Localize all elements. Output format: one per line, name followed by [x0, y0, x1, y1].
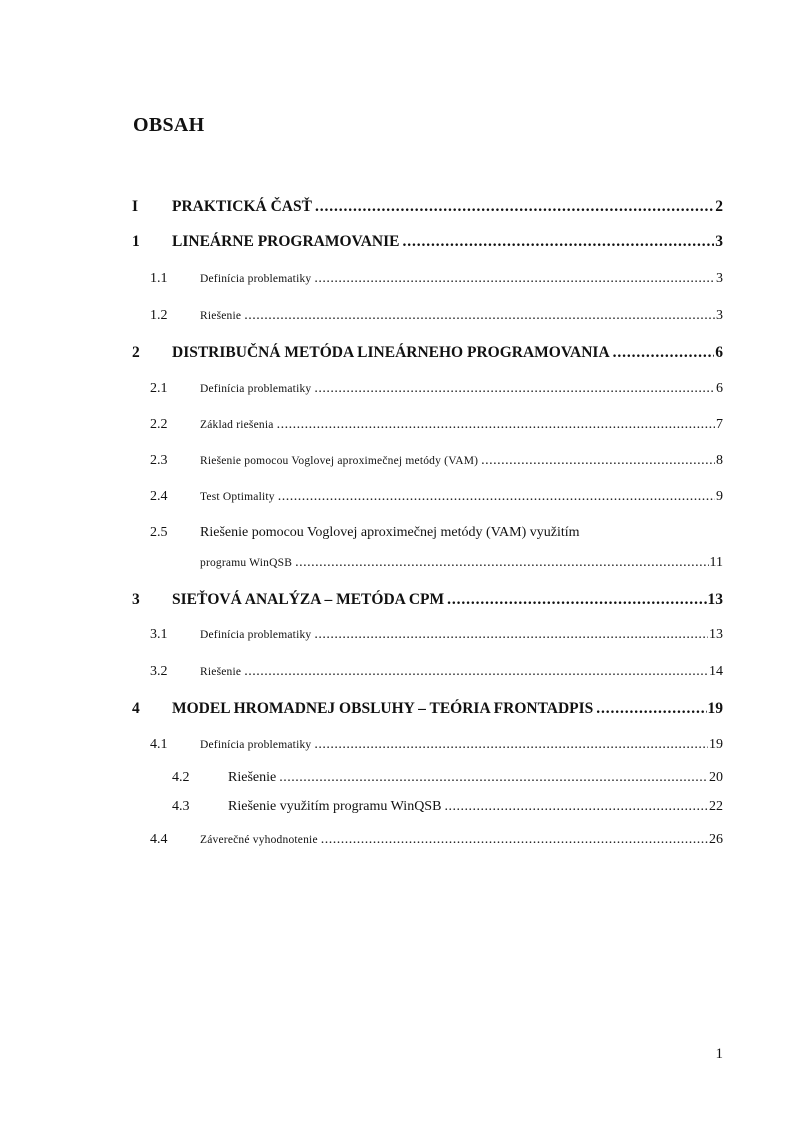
toc-leader-dots — [314, 737, 708, 753]
toc-page: 22 — [709, 799, 723, 814]
toc-number: 2.1 — [150, 381, 168, 396]
toc-entry[interactable] — [0, 525, 800, 547]
toc-page: 8 — [716, 453, 723, 468]
toc-page: 14 — [709, 664, 723, 679]
toc-leader-dots — [244, 308, 715, 324]
toc-number: 4.3 — [172, 799, 190, 814]
toc-number: 3.2 — [150, 664, 168, 679]
toc-label: Riešenie — [200, 310, 242, 322]
toc-page: 19 — [707, 700, 723, 717]
toc-label: MODEL HROMADNEJ OBSLUHY – TEÓRIA FRONTADPIS — [172, 700, 594, 717]
toc-number: 1.2 — [150, 308, 168, 323]
toc-leader-dots — [613, 344, 715, 362]
page-title: OBSAH — [133, 114, 205, 136]
toc-entry[interactable] — [0, 453, 800, 475]
toc-number: I — [132, 198, 139, 215]
toc-label: LINEÁRNE PROGRAMOVANIE — [172, 233, 400, 250]
toc-number: 3.1 — [150, 627, 168, 642]
toc-label: Definícia problematiky — [200, 383, 312, 395]
toc-label: Riešenie využitím programu WinQSB — [228, 799, 442, 814]
toc-leader-dots — [314, 627, 708, 643]
toc-label: Riešenie — [200, 666, 242, 678]
toc-entry[interactable] — [0, 198, 800, 220]
toc-page: 13 — [707, 591, 723, 608]
toc-entry[interactable] — [0, 233, 800, 255]
toc-label: Riešenie pomocou Voglovej aproximečnej metódy (VAM) využitím — [200, 525, 580, 540]
toc-label: PRAKTICKÁ ČASŤ — [172, 198, 312, 215]
toc-page: 9 — [716, 489, 723, 504]
toc-label: Definícia problematiky — [200, 273, 312, 285]
toc-number: 2.5 — [150, 525, 168, 540]
toc-leader-dots — [315, 198, 714, 216]
toc-page: 11 — [709, 555, 723, 570]
toc-label: DISTRIBUČNÁ METÓDA LINEÁRNEHO PROGRAMOVANIA — [172, 344, 610, 361]
toc-page: 3 — [715, 233, 723, 250]
toc-entry[interactable] — [0, 591, 800, 613]
page-number: 1 — [715, 1046, 723, 1062]
toc-leader-dots — [295, 555, 708, 571]
toc-entry[interactable] — [0, 832, 800, 854]
toc-leader-dots — [447, 591, 706, 609]
toc-label: Riešenie pomocou Voglovej aproximečnej metódy (VAM) — [200, 455, 479, 467]
toc-entry[interactable] — [0, 344, 800, 366]
toc-entry[interactable] — [0, 770, 800, 792]
toc-entry[interactable] — [0, 627, 800, 649]
toc-page: 13 — [709, 627, 723, 642]
toc-number: 2.4 — [150, 489, 168, 504]
toc-label: Základ riešenia — [200, 419, 274, 431]
toc-label-continued: programu WinQSB — [200, 557, 293, 569]
toc-entry[interactable] — [0, 308, 800, 330]
toc-leader-dots — [314, 271, 715, 287]
toc-entry[interactable] — [0, 737, 800, 759]
toc-leader-dots — [596, 700, 706, 718]
toc-number: 4.1 — [150, 737, 168, 752]
toc-entry[interactable] — [0, 417, 800, 439]
toc-leader-dots — [244, 664, 708, 680]
toc-entry[interactable] — [0, 489, 800, 511]
toc-number: 4.2 — [172, 770, 190, 785]
toc-page: 3 — [716, 308, 723, 323]
toc-number: 1.1 — [150, 271, 168, 286]
toc-page: 6 — [716, 381, 723, 396]
toc-label: Záverečné vyhodnotenie — [200, 834, 318, 846]
toc-number: 3 — [132, 591, 140, 608]
toc-label: SIEŤOVÁ ANALÝZA – METÓDA CPM — [172, 591, 445, 608]
toc-number: 1 — [132, 233, 140, 250]
toc-entry-continuation[interactable] — [0, 555, 800, 577]
toc-page: 2 — [715, 198, 723, 215]
toc-number: 4.4 — [150, 832, 168, 847]
toc-leader-dots — [403, 233, 715, 251]
toc-entry[interactable] — [0, 381, 800, 403]
toc-entry[interactable] — [0, 271, 800, 293]
toc-leader-dots — [277, 417, 715, 433]
toc-leader-dots — [278, 489, 715, 505]
toc-number: 4 — [132, 700, 140, 717]
toc-page: 6 — [715, 344, 723, 361]
toc-page: 19 — [709, 737, 723, 752]
toc-page: 20 — [709, 770, 723, 785]
toc-number: 2.2 — [150, 417, 168, 432]
toc-leader-dots — [444, 799, 708, 815]
toc-label: Test Optimality — [200, 491, 275, 503]
toc-page: 7 — [716, 417, 723, 432]
toc-page: 3 — [716, 271, 723, 286]
toc-entry[interactable] — [0, 664, 800, 686]
toc-leader-dots — [481, 453, 715, 469]
toc-leader-dots — [279, 770, 708, 786]
toc-label: Definícia problematiky — [200, 739, 312, 751]
toc-label: Definícia problematiky — [200, 629, 312, 641]
toc-number: 2 — [132, 344, 140, 361]
toc-label: Riešenie — [228, 770, 277, 785]
toc-leader-dots — [321, 832, 708, 848]
toc-page: 26 — [709, 832, 723, 847]
toc-number: 2.3 — [150, 453, 168, 468]
toc-entry[interactable] — [0, 700, 800, 722]
toc-entry[interactable] — [0, 799, 800, 821]
toc-leader-dots — [314, 381, 715, 397]
